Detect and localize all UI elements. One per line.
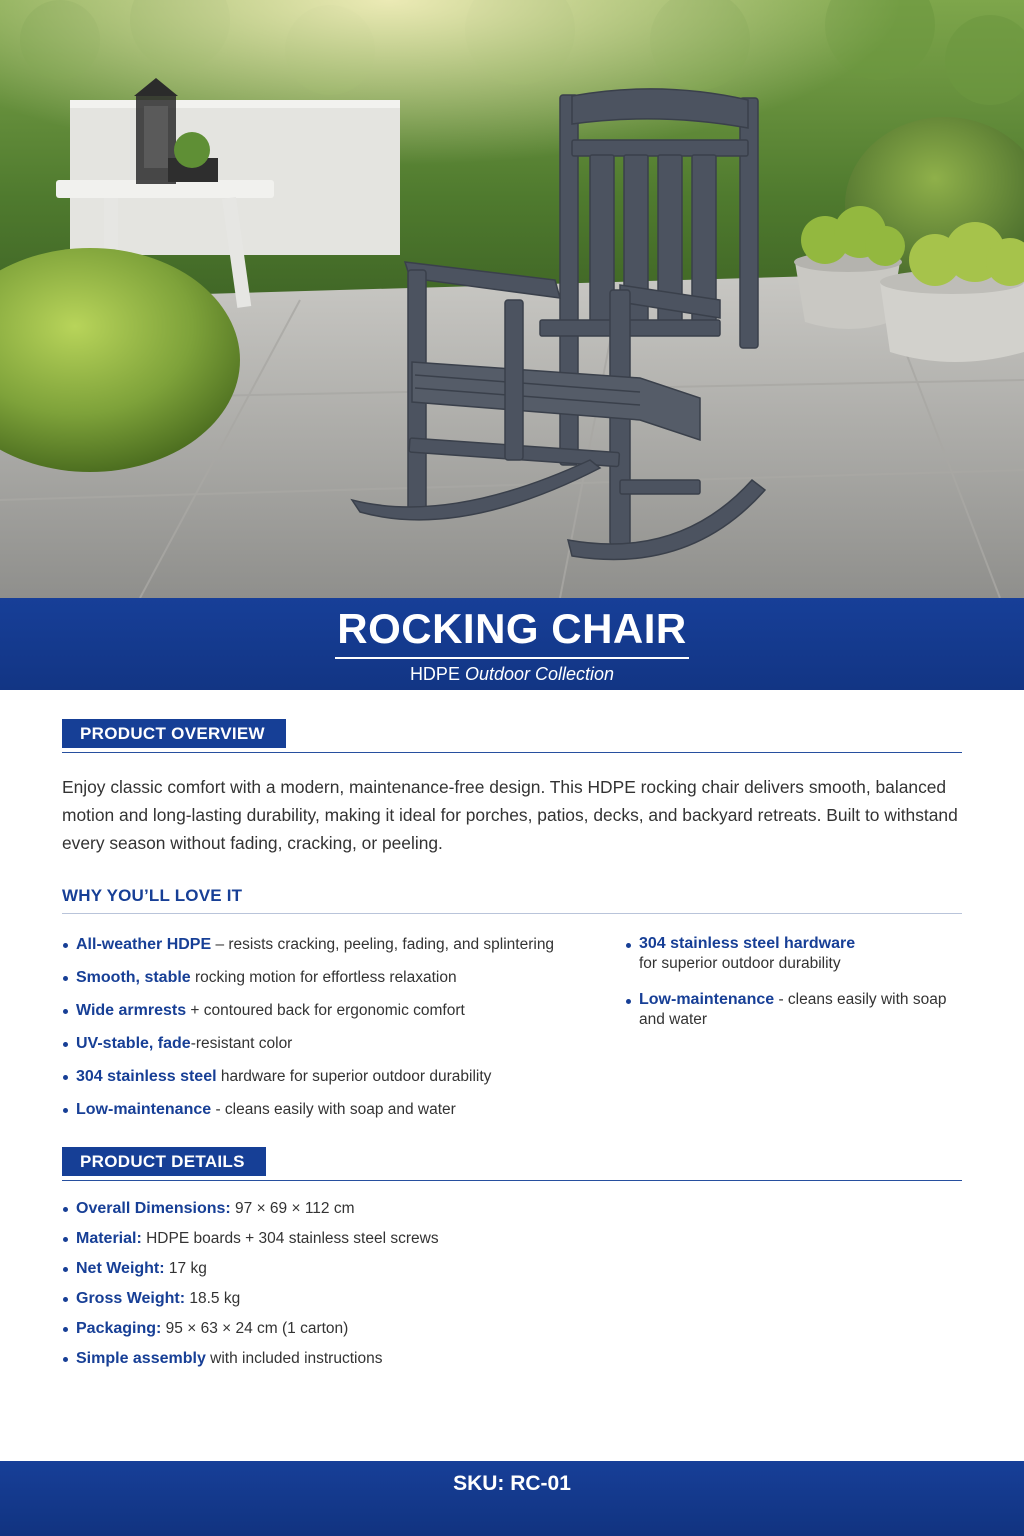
item-text: - cleans easily with soap and water xyxy=(639,991,947,1028)
item-text: + contoured back for ergonomic comfort xyxy=(186,1002,465,1019)
list-item xyxy=(62,1318,962,1340)
item-bold: Gross Weight: xyxy=(76,1290,186,1307)
title-banner xyxy=(0,598,1024,690)
product-title: ROCKING CHAIR xyxy=(335,605,689,659)
item-text: for superior outdoor durability xyxy=(639,955,841,972)
item-bold: Simple assembly xyxy=(76,1350,206,1367)
content xyxy=(62,718,962,1378)
overview-section-head xyxy=(62,718,962,753)
item-bold: Net Weight: xyxy=(76,1260,165,1277)
item-text: hardware for superior outdoor durability xyxy=(216,1068,492,1085)
item-text: -resistant color xyxy=(190,1035,293,1052)
item-text: 18.5 kg xyxy=(185,1290,241,1307)
overview-heading: PRODUCT OVERVIEW xyxy=(62,719,286,748)
details-list xyxy=(62,1198,962,1370)
list-item xyxy=(62,1000,602,1022)
list-item xyxy=(62,967,602,989)
item-bold: 304 stainless steel hardware xyxy=(639,935,856,952)
love-list-left xyxy=(62,934,602,1132)
list-item xyxy=(62,1228,962,1250)
item-bold: Smooth, stable xyxy=(76,969,191,986)
list-item xyxy=(62,1099,602,1121)
item-text: 97 × 69 × 112 cm xyxy=(230,1200,355,1217)
item-text: - cleans easily with soap and water xyxy=(211,1101,456,1118)
item-bold: All-weather HDPE xyxy=(76,936,212,953)
rocking-chair-photo xyxy=(0,0,1024,598)
item-text: rocking motion for effortless relaxation xyxy=(190,969,457,986)
item-bold: Low-maintenance xyxy=(639,991,775,1008)
item-text: 95 × 63 × 24 cm (1 carton) xyxy=(161,1320,349,1337)
item-bold: Overall Dimensions: xyxy=(76,1200,231,1217)
subtitle-plain: HDPE xyxy=(409,664,465,684)
item-text: HDPE boards + 304 stainless steel screws xyxy=(141,1230,439,1247)
item-bold: Packaging: xyxy=(76,1320,162,1337)
item-text: 17 kg xyxy=(164,1260,207,1277)
sku-label: SKU: RC-01 xyxy=(453,1472,571,1495)
love-heading: WHY YOU’LL LOVE IT xyxy=(62,881,962,914)
product-subtitle xyxy=(0,664,1024,685)
list-item xyxy=(62,1033,602,1055)
item-bold: UV-stable, fade xyxy=(76,1035,191,1052)
item-text: with included instructions xyxy=(205,1350,383,1367)
love-list-right xyxy=(625,934,955,1046)
item-text: – resists cracking, peeling, fading, and splintering xyxy=(211,936,555,953)
list-item xyxy=(62,1288,962,1310)
list-item xyxy=(625,934,955,974)
item-bold: Low-maintenance xyxy=(76,1101,212,1118)
overview-text: Enjoy classic comfort with a modern, maintenance-free design. This HDPE rocking chair delivers smooth, balanced motion and long-lasting durability, making it ideal for porches, patios, decks, and backyard retreats. Built to withstand every season without fading, cracking, or peeling. xyxy=(62,777,958,853)
list-item xyxy=(62,1258,962,1280)
hero-image xyxy=(0,0,1024,598)
details-heading: PRODUCT DETAILS xyxy=(62,1147,266,1176)
item-bold: 304 stainless steel xyxy=(76,1068,217,1085)
item-bold: Wide armrests xyxy=(76,1002,187,1019)
subtitle-italic: Outdoor Collection xyxy=(464,664,615,684)
love-section xyxy=(62,914,962,1146)
list-item xyxy=(62,1348,962,1370)
details-section-head xyxy=(62,1146,962,1181)
footer-bar xyxy=(0,1461,1024,1536)
list-item xyxy=(625,990,955,1030)
list-item xyxy=(62,1066,602,1088)
list-item xyxy=(62,1198,962,1220)
list-item xyxy=(62,934,602,956)
item-bold: Material: xyxy=(76,1230,142,1247)
